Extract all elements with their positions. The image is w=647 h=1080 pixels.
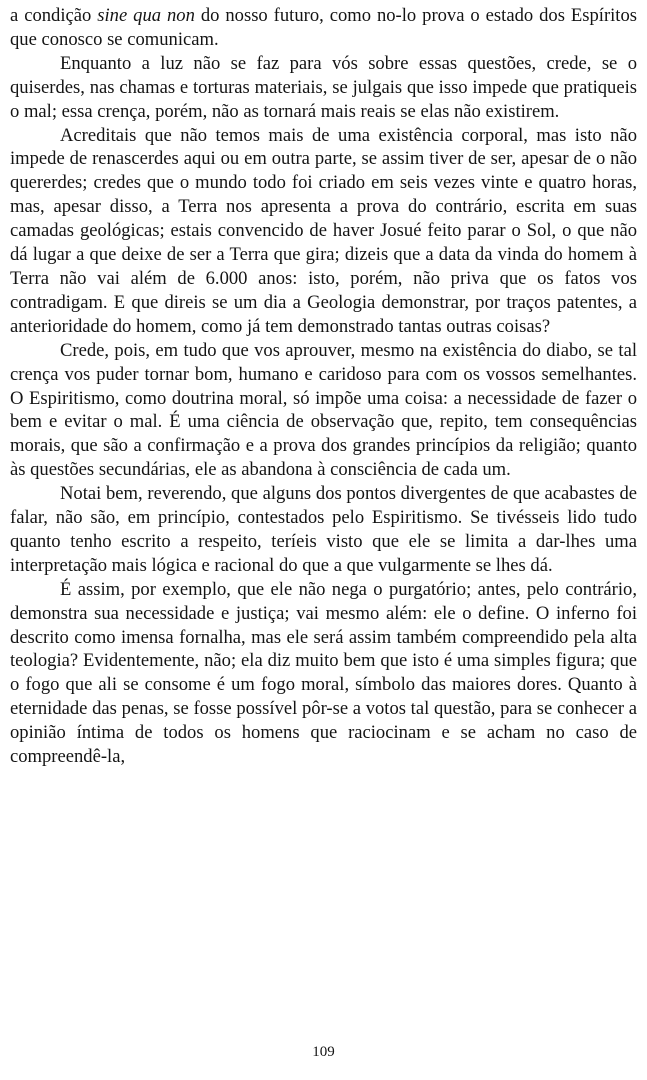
latin-phrase: sine qua non xyxy=(97,5,195,26)
paragraph-2: Enquanto a luz não se faz para vós sobre essas questões, crede, se o quiserdes, nas chamas e torturas materiais, se julgais que isso impede que pratiqueis o mal; essa crença, porém, não as tornará mais reais se elas não existirem. xyxy=(10,52,637,122)
paragraph-3: Acreditais que não temos mais de uma existência corporal, mas isto não impede de renascerdes aqui ou em outra parte, se assim tiver de ser, apesar de o não quererdes; credes que o mundo todo foi criado em seis vezes vinte e quatro horas, mas, apesar disso, a Terra nos apresenta a prova do contrário, escrita em suas camadas geológicas; estais convencido de haver Josué feito parar o Sol, o que não dá lugar a que deixe de ser a Terra que gira; dizeis que a data da vinda do homem à Terra não vai além de 6.000 anos: isto, porém, não priva que os fatos vos contradigam. E que direis se um dia a Geologia demonstrar, por traços patentes, a anterioridade do homem, como já tem demonstrado tantas outras coisas? xyxy=(10,124,637,337)
page-number: 109 xyxy=(312,1044,335,1060)
paragraph-6: É assim, por exemplo, que ele não nega o purgatório; antes, pelo contrário, demonstra sua necessidade e justiça; vai mesmo além: ele o define. O inferno foi descrito como imensa fornalha, mas ele será assim também compreendido pela alta teologia? Evidentemente, não; ela diz muito bem que isto é uma simples figura; que o fogo que ali se consome é um fogo moral, símbolo das maiores dores. Quanto à eternidade das penas, se fosse possível pôr-se a votos tal questão, para se conhecer a opinião íntima de todos os homens que raciocinam e se acham no caso de compreendê-la, xyxy=(10,578,637,768)
paragraph-4: Crede, pois, em tudo que vos aprouver, mesmo na existência do diabo, se tal crença vos puder tornar bom, humano e caridoso para com os vossos semelhantes. O Espiritismo, como doutrina moral, só impõe uma coisa: a necessidade de fazer o bem e evitar o mal. É uma ciência de observação que, repito, tem consequências morais, que são a confirmação e a prova dos grandes princípios da religião; quanto às questões secundárias, ele as abandona à consciência de cada um. xyxy=(10,339,637,481)
paragraph-5: Notai bem, reverendo, que alguns dos pontos divergentes de que acabastes de falar, não são, em princípio, contestados pelo Espiritismo. Se tivésseis lido tudo quanto tenho escrito a respeito, teríeis visto que ele se limita a dar-lhes uma interpretação mais lógica e racional do que a que vulgarmente se lhes dá. xyxy=(10,483,637,576)
paragraph-1 xyxy=(10,4,637,52)
paragraph-1-segment-3: do nosso futuro, como no-lo prova o estado dos Espíritos que conosco se comunicam. xyxy=(10,5,638,50)
paragraph-1-segment-1: a condição xyxy=(10,5,98,26)
page-body xyxy=(10,4,637,769)
